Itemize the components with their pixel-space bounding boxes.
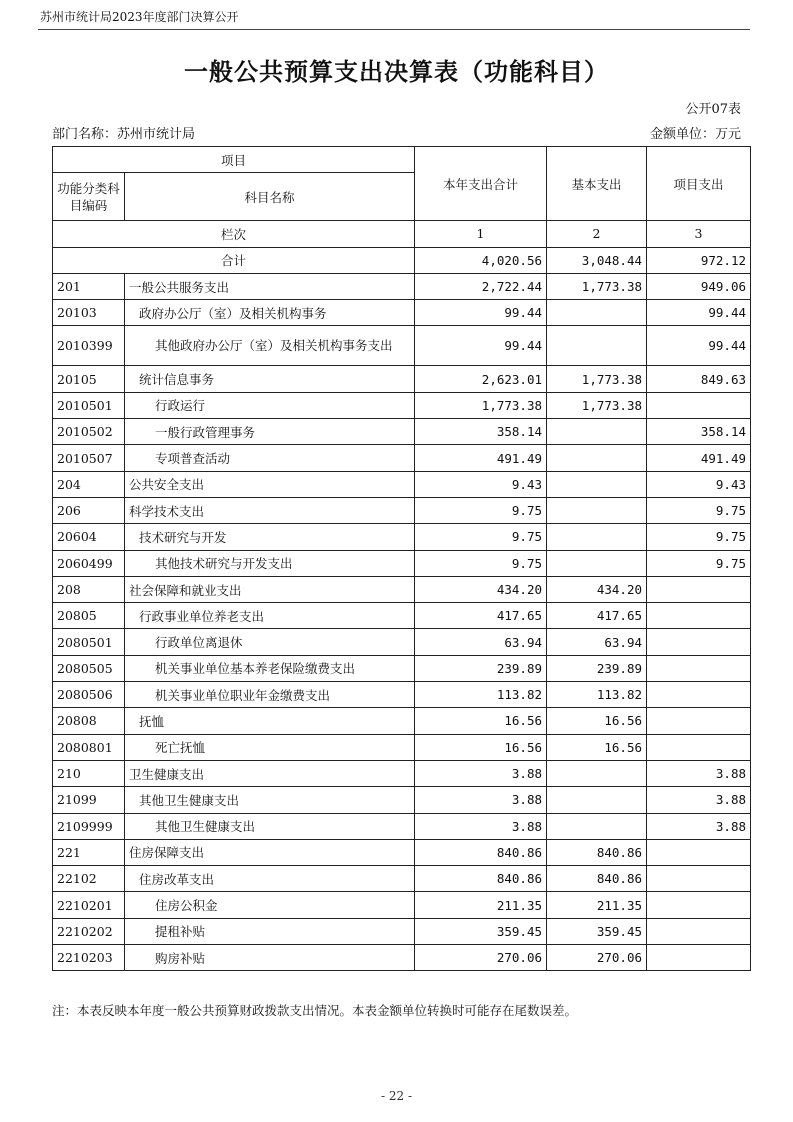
row-code: 2109999 <box>53 813 125 839</box>
table-row <box>53 497 751 523</box>
row-code: 2010502 <box>53 419 125 445</box>
row-code: 20105 <box>53 366 125 392</box>
row-code: 21099 <box>53 787 125 813</box>
row-name: 一般行政管理事务 <box>125 419 415 445</box>
page-title: 一般公共预算支出决算表（功能科目） <box>184 57 609 86</box>
row-total: 16.56 <box>415 708 547 734</box>
row-code: 2080801 <box>53 734 125 760</box>
total-row-total: 4,020.56 <box>415 247 547 273</box>
row-project: 3.88 <box>647 813 751 839</box>
row-project: 9.75 <box>647 550 751 576</box>
table-row <box>53 629 751 655</box>
table-row <box>53 892 751 918</box>
row-name: 公共安全支出 <box>125 471 415 497</box>
form-number: 公开07表 <box>685 102 741 117</box>
row-total: 3.88 <box>415 787 547 813</box>
table-row <box>53 945 751 971</box>
row-basic: 63.94 <box>547 629 647 655</box>
table-row <box>53 419 751 445</box>
row-basic <box>547 445 647 471</box>
row-basic <box>547 787 647 813</box>
row-project: 358.14 <box>647 419 751 445</box>
total-row-label: 合计 <box>53 247 415 273</box>
column-row-label: 栏次 <box>53 221 415 247</box>
row-name: 卫生健康支出 <box>125 760 415 786</box>
row-code: 210 <box>53 760 125 786</box>
row-basic <box>547 471 647 497</box>
row-name: 机关事业单位基本养老保险缴费支出 <box>125 655 415 681</box>
row-name: 行政事业单位养老支出 <box>125 603 415 629</box>
row-total: 9.75 <box>415 524 547 550</box>
row-code: 206 <box>53 497 125 523</box>
row-total: 99.44 <box>415 326 547 366</box>
row-basic <box>547 813 647 839</box>
table-row <box>53 445 751 471</box>
row-name: 社会保障和就业支出 <box>125 576 415 602</box>
row-basic: 840.86 <box>547 866 647 892</box>
row-code: 201 <box>53 273 125 299</box>
row-total: 840.86 <box>415 866 547 892</box>
row-name: 死亡抚恤 <box>125 734 415 760</box>
row-total: 211.35 <box>415 892 547 918</box>
row-project: 99.44 <box>647 300 751 326</box>
row-code: 22102 <box>53 866 125 892</box>
row-basic: 1,773.38 <box>547 366 647 392</box>
row-basic: 434.20 <box>547 576 647 602</box>
row-total: 434.20 <box>415 576 547 602</box>
table-row <box>53 603 751 629</box>
table-row <box>53 813 751 839</box>
row-project <box>647 918 751 944</box>
page-number: - 22 - <box>380 1089 412 1103</box>
row-project: 99.44 <box>647 326 751 366</box>
row-total: 840.86 <box>415 839 547 865</box>
header-code: 功能分类科目编码 <box>53 173 125 221</box>
table-row <box>53 734 751 760</box>
row-project: 9.75 <box>647 524 751 550</box>
row-basic: 840.86 <box>547 839 647 865</box>
row-project <box>647 866 751 892</box>
row-name: 一般公共服务支出 <box>125 273 415 299</box>
header-project: 项目支出 <box>647 147 751 221</box>
table-note: 注：本表反映本年度一般公共预算财政拨款支出情况。本表金额单位转换时可能存在尾数误差。 <box>52 1003 578 1018</box>
row-basic: 113.82 <box>547 682 647 708</box>
unit-label: 金额单位：万元 <box>649 127 741 142</box>
table-row <box>53 326 751 366</box>
row-total: 9.75 <box>415 497 547 523</box>
row-project <box>647 945 751 971</box>
row-code: 20103 <box>53 300 125 326</box>
row-total: 63.94 <box>415 629 547 655</box>
table-row <box>53 839 751 865</box>
expenditure-table <box>52 146 751 971</box>
header-divider <box>38 29 750 30</box>
row-name: 其他技术研究与开发支出 <box>125 550 415 576</box>
row-basic <box>547 524 647 550</box>
row-project <box>647 576 751 602</box>
row-name: 住房改革支出 <box>125 866 415 892</box>
row-project: 9.43 <box>647 471 751 497</box>
row-name: 科学技术支出 <box>125 497 415 523</box>
total-row-project: 972.12 <box>647 247 751 273</box>
row-basic <box>547 300 647 326</box>
row-code: 2210203 <box>53 945 125 971</box>
row-code: 2210201 <box>53 892 125 918</box>
row-code: 2080505 <box>53 655 125 681</box>
table-row <box>53 866 751 892</box>
row-name: 购房补贴 <box>125 945 415 971</box>
row-total: 9.75 <box>415 550 547 576</box>
row-project <box>647 629 751 655</box>
row-project <box>647 839 751 865</box>
row-code: 2010501 <box>53 392 125 418</box>
row-code: 2010399 <box>53 326 125 366</box>
row-project <box>647 603 751 629</box>
row-basic: 270.06 <box>547 945 647 971</box>
row-code: 2210202 <box>53 918 125 944</box>
table-row <box>53 682 751 708</box>
row-project <box>647 734 751 760</box>
row-code: 2080501 <box>53 629 125 655</box>
table-row <box>53 787 751 813</box>
table-row <box>53 708 751 734</box>
row-code: 20604 <box>53 524 125 550</box>
row-name: 行政单位离退休 <box>125 629 415 655</box>
row-code: 2080506 <box>53 682 125 708</box>
row-total: 99.44 <box>415 300 547 326</box>
row-name: 技术研究与开发 <box>125 524 415 550</box>
row-total: 270.06 <box>415 945 547 971</box>
row-code: 20808 <box>53 708 125 734</box>
row-total: 2,623.01 <box>415 366 547 392</box>
header-total: 本年支出合计 <box>415 147 547 221</box>
table-row <box>53 471 751 497</box>
row-name: 其他卫生健康支出 <box>125 813 415 839</box>
row-basic: 359.45 <box>547 918 647 944</box>
header-basic: 基本支出 <box>547 147 647 221</box>
table-row <box>53 273 751 299</box>
row-name: 统计信息事务 <box>125 366 415 392</box>
row-project <box>647 682 751 708</box>
row-basic: 16.56 <box>547 708 647 734</box>
row-name: 政府办公厅（室）及相关机构事务 <box>125 300 415 326</box>
table-row <box>53 366 751 392</box>
row-basic: 417.65 <box>547 603 647 629</box>
row-project: 491.49 <box>647 445 751 471</box>
row-basic <box>547 550 647 576</box>
row-total: 9.43 <box>415 471 547 497</box>
row-total: 16.56 <box>415 734 547 760</box>
row-basic: 1,773.38 <box>547 273 647 299</box>
column-number-2: 2 <box>547 221 647 247</box>
row-basic <box>547 326 647 366</box>
row-name: 住房公积金 <box>125 892 415 918</box>
row-code: 221 <box>53 839 125 865</box>
row-total: 3.88 <box>415 813 547 839</box>
row-project: 849.63 <box>647 366 751 392</box>
row-code: 2010507 <box>53 445 125 471</box>
running-header: 苏州市统计局2023年度部门决算公开 <box>40 10 239 24</box>
row-total: 417.65 <box>415 603 547 629</box>
row-project <box>647 892 751 918</box>
table-row <box>53 550 751 576</box>
row-name: 其他政府办公厅（室）及相关机构事务支出 <box>125 326 415 366</box>
row-total: 2,722.44 <box>415 273 547 299</box>
table-row <box>53 524 751 550</box>
row-name: 专项普查活动 <box>125 445 415 471</box>
row-basic <box>547 419 647 445</box>
table-row <box>53 576 751 602</box>
row-basic: 1,773.38 <box>547 392 647 418</box>
header-item: 项目 <box>53 147 415 173</box>
table-row <box>53 918 751 944</box>
column-number-3: 3 <box>647 221 751 247</box>
row-project: 949.06 <box>647 273 751 299</box>
row-project: 3.88 <box>647 787 751 813</box>
row-code: 204 <box>53 471 125 497</box>
table-row <box>53 655 751 681</box>
column-number-1: 1 <box>415 221 547 247</box>
row-name: 机关事业单位职业年金缴费支出 <box>125 682 415 708</box>
total-row-basic: 3,048.44 <box>547 247 647 273</box>
row-name: 其他卫生健康支出 <box>125 787 415 813</box>
row-project: 3.88 <box>647 760 751 786</box>
table-row <box>53 760 751 786</box>
row-total: 3.88 <box>415 760 547 786</box>
row-project <box>647 655 751 681</box>
row-project <box>647 392 751 418</box>
row-basic <box>547 760 647 786</box>
row-project: 9.75 <box>647 497 751 523</box>
row-name: 抚恤 <box>125 708 415 734</box>
row-total: 1,773.38 <box>415 392 547 418</box>
row-total: 359.45 <box>415 918 547 944</box>
row-basic: 239.89 <box>547 655 647 681</box>
row-name: 提租补贴 <box>125 918 415 944</box>
row-name: 住房保障支出 <box>125 839 415 865</box>
row-project <box>647 708 751 734</box>
row-basic: 211.35 <box>547 892 647 918</box>
row-total: 358.14 <box>415 419 547 445</box>
table-row <box>53 300 751 326</box>
department-label: 部门名称：苏州市统计局 <box>52 127 196 142</box>
row-total: 491.49 <box>415 445 547 471</box>
row-total: 113.82 <box>415 682 547 708</box>
row-basic <box>547 497 647 523</box>
row-basic: 16.56 <box>547 734 647 760</box>
row-name: 行政运行 <box>125 392 415 418</box>
row-code: 2060499 <box>53 550 125 576</box>
header-name: 科目名称 <box>125 173 415 221</box>
table-row <box>53 392 751 418</box>
row-total: 239.89 <box>415 655 547 681</box>
row-code: 208 <box>53 576 125 602</box>
row-code: 20805 <box>53 603 125 629</box>
